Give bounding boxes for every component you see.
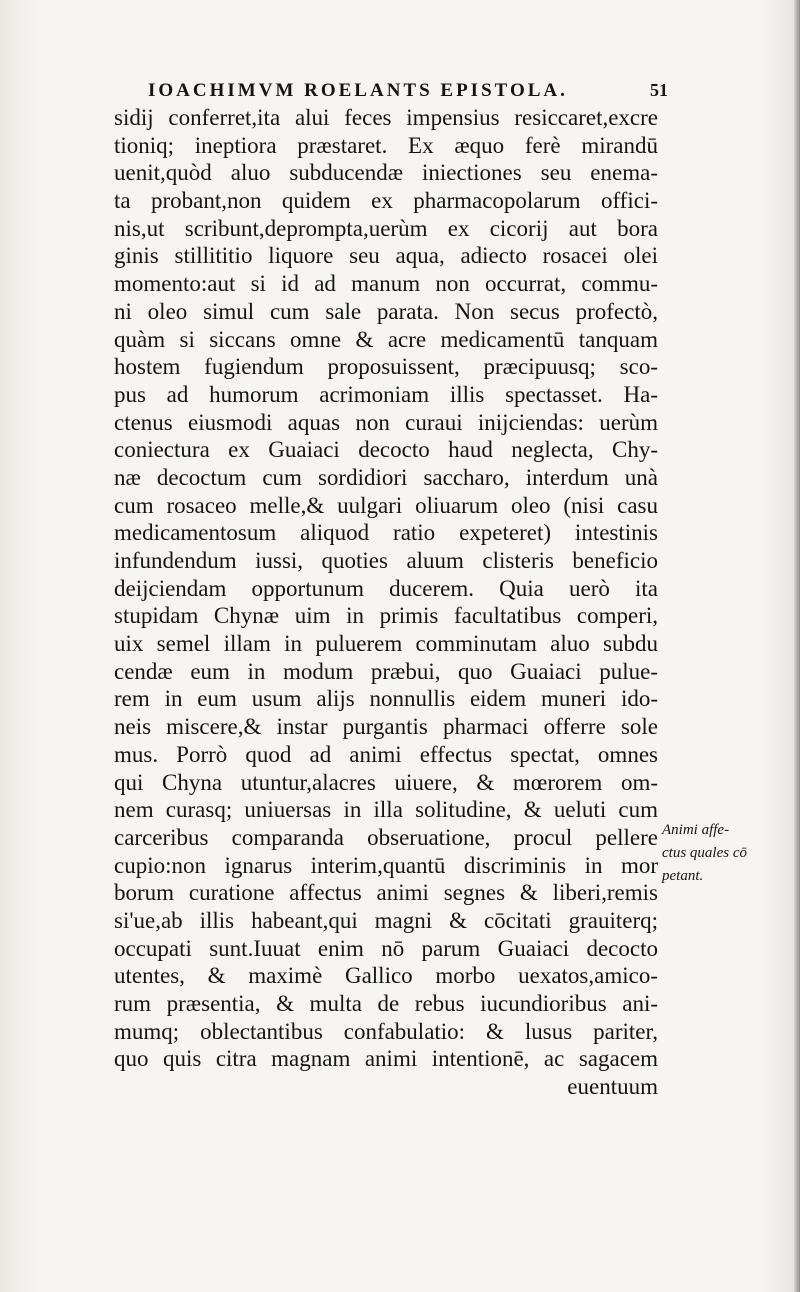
text-line: hostem fugiendum proposuissent, præcipuusq; sco-	[114, 354, 658, 380]
text-line: cupio:non ignarus interim,quantū discriminis in mor	[114, 852, 658, 878]
text-line: si'ue,ab illis habeant,qui magni & cōcitati grauiterq;	[114, 907, 658, 933]
text-line: næ decoctum cum sordidiori saccharo, interdum unà	[114, 464, 658, 490]
text-line: pus ad humorum acrimoniam illis spectasset. Ha-	[114, 381, 658, 407]
text-line: rum præsentia, & multa de rebus iucundioribus ani-	[114, 991, 658, 1016]
page-edge-shadow	[794, 0, 800, 1292]
margin-note-line: Animi affe-	[662, 822, 730, 838]
text-line: ctenus eiusmodi aquas non curaui inijciendas: uerùm	[114, 409, 658, 435]
text-line: ta probant,non quidem ex pharmacopolarum offici-	[114, 188, 658, 214]
margin-note-line: petant.	[662, 868, 704, 884]
text-line: deijciendam opportunum ducerem. Quia uerò ita	[114, 575, 658, 601]
text-line: tioniq; ineptiora præstaret. Ex æquo ferè mirandū	[114, 132, 658, 158]
text-line: uenit,quòd aluo subducendæ iniectiones seu enema-	[114, 160, 658, 186]
text-line: uix semel illam in puluerem comminutam aluo subdu	[114, 631, 658, 657]
text-line: ginis stillititio liquore seu aqua, adiecto rosacei olei	[114, 243, 658, 269]
page-number: 51	[650, 80, 668, 100]
text-line: mumq; oblectantibus confabulatio: & lusus pariter,	[114, 1018, 658, 1044]
margin-note-line: ctus quales cō	[662, 845, 747, 861]
running-head: IOACHIMVM ROELANTS EPISTOLA.	[148, 80, 568, 101]
text-line: medicamentosum aliquod ratio expeteret) intestinis	[114, 520, 658, 546]
text-line: borum curatione affectus animi segnes & liberi,remis	[114, 880, 658, 906]
text-line: utentes, & maximè Gallico morbo uexatos,amico-	[114, 963, 658, 989]
text-line: euentuum	[567, 1074, 658, 1100]
text-line: carceribus comparanda obseruatione, procul pellere	[114, 824, 658, 850]
text-line: quo quis citra magnam animi intentionē, ac sagacem	[114, 1046, 658, 1072]
text-line: qui Chyna utuntur,alacres uiuere, & mœrorem om-	[114, 769, 658, 795]
text-line: momento:aut si id ad manum non occurrat, commu-	[114, 271, 658, 297]
text-line: quàm si siccans omne & acre medicamentū tanquam	[114, 326, 658, 352]
text-line: occupati sunt.Iuuat enim nō parum Guaiaci decocto	[114, 935, 658, 961]
text-line: rem in eum usum alijs nonnullis eidem muneri ido-	[114, 686, 658, 712]
text-line: cendæ eum in modum præbui, quo Guaiaci pulue-	[114, 658, 658, 684]
body-text	[114, 104, 658, 1101]
text-line: nis,ut scribunt,deprompta,uerùm ex cicorij aut bora	[114, 215, 658, 241]
text-line: nem curasq; uniuersas in illa solitudine, & ueluti cum	[114, 797, 658, 823]
text-line: infundendum iussi, quoties aluum clisteris beneficio	[114, 548, 658, 573]
margin-note	[662, 819, 792, 888]
text-line: stupidam Chynæ uim in primis facultatibus comperi,	[114, 603, 658, 629]
text-line: sidij conferret,ita alui feces impensius resiccaret,excre	[114, 105, 658, 130]
text-line: neis miscere,& instar purgantis pharmaci offerre sole	[114, 714, 658, 740]
text-line: cum rosaceo melle,& uulgari oliuarum oleo (nisi casu	[114, 492, 658, 518]
text-line: coniectura ex Guaiaci decocto haud neglecta, Chy-	[114, 437, 658, 463]
text-line: ni oleo simul cum sale parata. Non secus profectò,	[114, 298, 658, 324]
text-line: mus. Porrò quod ad animi effectus spectat, omnes	[114, 741, 658, 767]
